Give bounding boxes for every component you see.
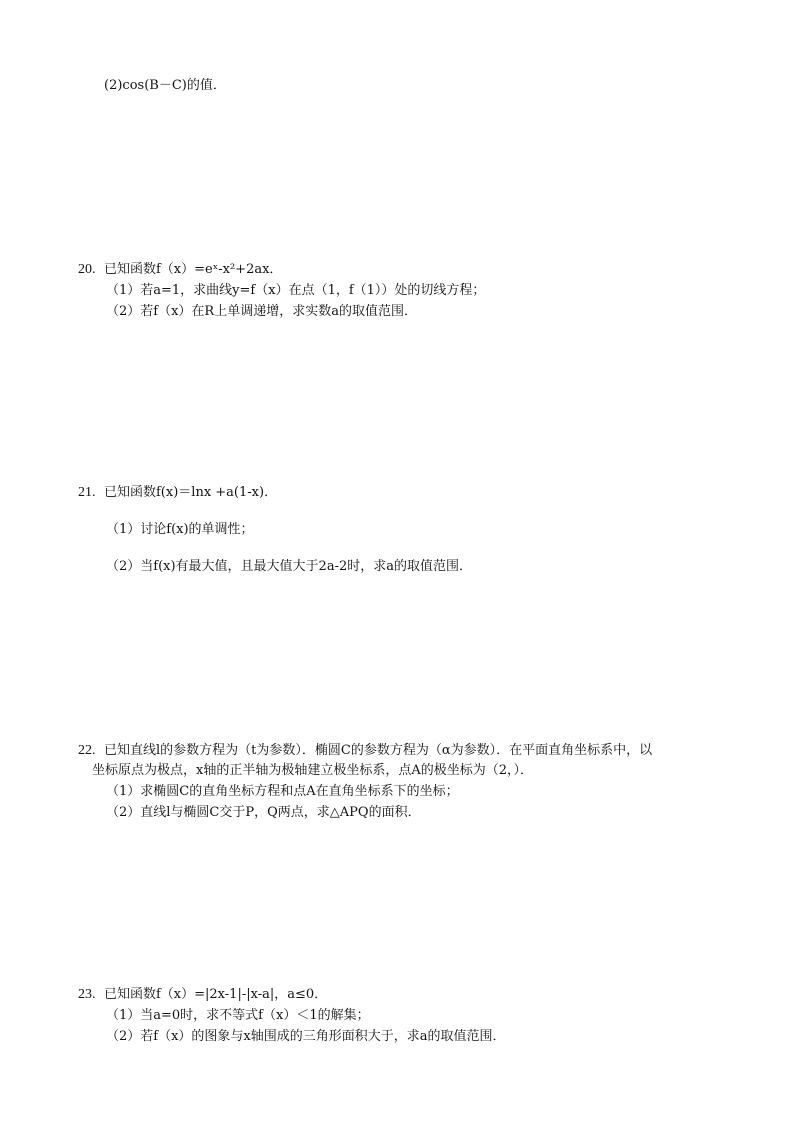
- q19-part2: (2)cos(B－C)的值．: [104, 78, 226, 93]
- q21-number: 21.: [78, 485, 96, 500]
- q21-part1: （1）讨论f(x)的单调性；: [106, 522, 254, 537]
- q22-stem-line1: 已知直线l的参数方程为（t为参数）．椭圆C的参数方程为（α为参数）．在平面直角坐标系中，以: [104, 743, 653, 758]
- q22-number: 22.: [78, 743, 96, 758]
- q20-number: 20.: [78, 262, 96, 277]
- q23-part2: （2）若f（x）的图象与x轴围成的三角形面积大于，求a的取值范围．: [106, 1029, 506, 1044]
- q20-part1: （1）若a=1，求曲线y=f（x）在点（1，f（1））处的切线方程；: [106, 283, 486, 298]
- q23-part1: （1）当a=0时，求不等式f（x）＜1的解集；: [106, 1008, 370, 1023]
- q23-number: 23.: [78, 987, 96, 1002]
- q22-stem-line2: 坐标原点为极点，x轴的正半轴为极轴建立极坐标系，点A的极坐标为（2，）．: [92, 763, 533, 778]
- q21-stem: 已知函数f(x)＝lnx +a(1-x)．: [104, 485, 278, 500]
- q22-part2: （2）直线l与椭圆C交于P，Q两点，求△APQ的面积．: [106, 805, 421, 820]
- q22-part1: （1）求椭圆C的直角坐标方程和点A在直角坐标系下的坐标；: [106, 784, 459, 799]
- q20-part2: （2）若f（x）在R上单调递增，求实数a的取值范围．: [106, 304, 417, 319]
- q21-part2: （2）当f(x)有最大值，且最大值大于2a-2时，求a的取值范围．: [106, 559, 472, 574]
- q23-stem: 已知函数f（x）=|2x-1|-|x-a|，a≤0．: [104, 987, 328, 1002]
- q20-stem: 已知函数f（x）=eˣ-x²+2ax．: [104, 262, 283, 277]
